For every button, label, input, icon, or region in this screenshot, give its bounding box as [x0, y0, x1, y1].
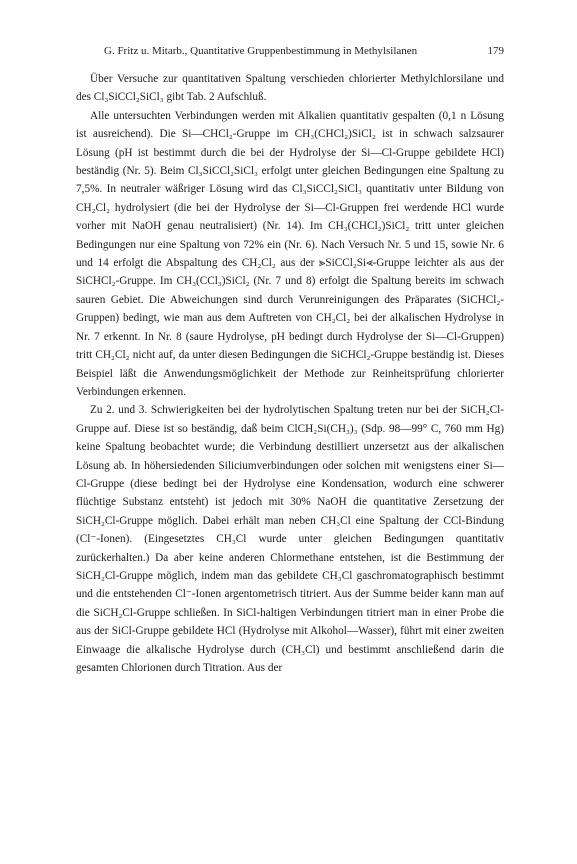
paragraph-2: Alle untersuchten Verbindungen werden mit Alkalien quantitativ gespalten (0,1 n Lösung ist ausreichend). Die Si—CHCl₂-Gruppe im CH₃(CHCl₂)SiCl₂ ist in schwach salzsaurer Lösung (pH ist bestimmt durch die bei der Hydrolyse der Si—Cl-Gruppe gebildete HCl) beständig (Nr. 5). Beim Cl₃SiCCl₂SiCl₃ erfolgt unter gleichen Bedingungen eine Spaltung zu 7,5%. In neutraler wäßriger Lösung wird das Cl₃SiCCl₂SiCl₃ quantitativ unter Bildung von CH₂Cl₂ hydrolysiert (die bei der Hydrolyse der Si—Cl-Gruppen frei werdende HCl wurde vorher mit NaOH genau neutralisiert) (Nr. 14). Im CH₃(CHCl₂)SiCl₂ tritt unter gleichen Bedingungen nur eine Spaltung von 72% ein (Nr. 6). Nach Versuch Nr. 5 und 15, sowie Nr. 6 und 14 erfolgt die Abspaltung des CH₂Cl₂ aus der ⪢SiCCl₂Si⪡-Gruppe leichter als aus der SiCHCl₂-Gruppe. Im CH₃(CCl₃)SiCl₂ (Nr. 7 und 8) erfolgt die Spaltung bereits im schwach sauren Gebiet. Die Abweichungen sind durch Verunreinigungen des Präparates (SiCHCl₂-Gruppen) bedingt, wie man aus dem Auftreten von CH₂Cl₂ bei der alkalischen Hydrolyse in Nr. 7 erkennt. In Nr. 8 (saure Hydrolyse, pH bedingt durch Hydrolyse der Si—Cl-Gruppen) tritt CH₂Cl₂ nicht auf, da unter diesen Bedingungen die SiCHCl₂-Gruppe beständig ist. Dieses Beispiel läßt die Anwendungsmöglichkeit der Methode zur Reinheitsprüfung chlorierter Verbindungen erkennen. — [76, 109, 504, 398]
running-head — [76, 43, 504, 59]
paragraph-1: Über Versuche zur quantitativen Spaltung verschieden chlorierter Methylchlorsilane und des Cl₃SiCCl₂SiCl₃ gibt Tab. 2 Aufschluß. — [76, 73, 504, 104]
page-number: 179 — [487, 45, 504, 57]
paragraph-3: Zu 2. und 3. Schwierigkeiten bei der hydrolytischen Spaltung treten nur bei der SiCH₂Cl-Gruppe auf. Diese ist so beständig, daß beim ClCH₂Si(CH₃)₃ (Sdp. 98—99° C, 760 mm Hg) keine Spaltung beobachtet wurde; die Verbindung destilliert unzersetzt aus der alkalischen Lösung ab. In höhersiedenden Siliciumverbindungen oder solchen mit wenigstens einer Si—Cl-Gruppe (diese bedingt bei der Hydrolyse eine Kondensation, wodurch eine schwerer flüchtige Substanz entsteht) ist jedoch mit 30% NaOH die quantitative Zersetzung der SiCH₂Cl-Gruppe möglich. Dabei erhält man neben CH₃Cl eine Spaltung der CCl-Bindung (Cl⁻-Ionen). (Eingesetztes CH₃Cl wurde unter gleichen Bedingungen quantitativ zurückerhalten.) Da aber keine anderen Chlormethane entstehen, ist die Bestimmung der SiCH₂Cl-Gruppe möglich, indem man das gebildete CH₃Cl gaschromatographisch bestimmt und die entstehenden Cl⁻-Ionen argentometrisch titriert. Aus der Summe beider kann man auf die SiCH₂Cl-Gruppe schließen. In SiCl-haltigen Verbindungen titriert man in einer Probe die aus der SiCl-Gruppe gebildete HCl (Hydrolyse mit Alkohol—Wasser), führt mit einer zweiten Einwaage die alkalische Hydrolyse durch (CH₃Cl) und bestimmt anschließend darin die gesamten Chlorionen durch Titration. Aus der — [76, 404, 504, 674]
body-text — [76, 70, 504, 677]
running-title: G. Fritz u. Mitarb., Quantitative Gruppenbestimmung in Methylsilanen — [104, 45, 418, 57]
